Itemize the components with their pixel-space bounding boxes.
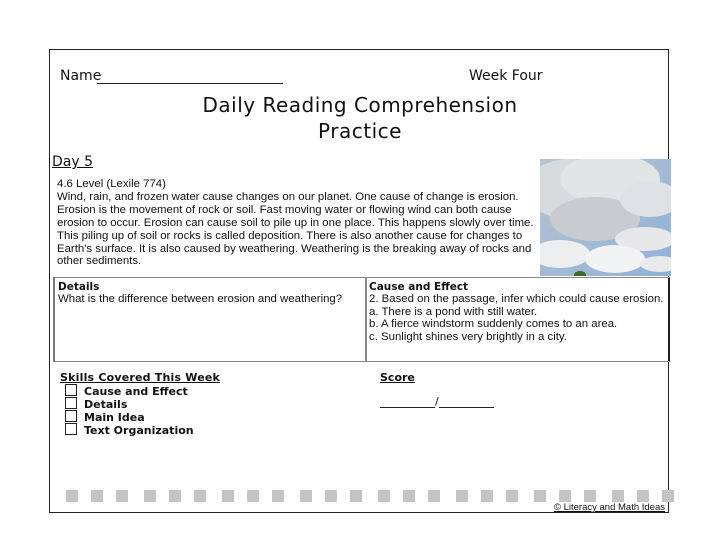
decorative-square: [300, 490, 312, 502]
decorative-square: [534, 490, 546, 502]
cause-effect-heading: Cause and Effect: [369, 281, 469, 293]
skill-label: Main Idea: [84, 411, 145, 424]
day-label: Day 5: [52, 154, 94, 170]
decorative-square: [456, 490, 468, 502]
answer-option-c[interactable]: c. Sunlight shines very brightly in a city.: [369, 330, 567, 343]
decorative-square: [378, 490, 390, 502]
name-label: Name: [60, 68, 102, 84]
decorative-square: [194, 490, 206, 502]
skill-item[interactable]: [65, 410, 145, 423]
decorative-square: [116, 490, 128, 502]
skill-item[interactable]: [65, 384, 188, 397]
score-title: Score: [380, 371, 415, 384]
skill-item[interactable]: [65, 397, 127, 410]
reading-passage: [57, 178, 539, 268]
score-separator: /: [435, 395, 439, 408]
questions-divider: [365, 278, 367, 361]
decorative-square: [584, 490, 596, 502]
decorative-square: [222, 490, 234, 502]
cause-effect-question-text: 2. Based on the passage, infer which could cause erosion.: [369, 293, 664, 305]
decorative-square: [612, 490, 624, 502]
answer-option-a[interactable]: a. There is a pond with still water.: [369, 305, 538, 318]
cloud-image-icon: [540, 159, 671, 276]
page-title: Daily Reading Comprehension: [202, 93, 518, 117]
checkbox[interactable]: [65, 384, 77, 396]
checkbox[interactable]: [65, 410, 77, 422]
decorative-square: [481, 490, 493, 502]
skill-item[interactable]: [65, 423, 194, 436]
cloudy-sky-photo: [540, 159, 671, 276]
page-subtitle: Practice: [318, 119, 402, 143]
decorative-square: [403, 490, 415, 502]
decorative-square: [428, 490, 440, 502]
details-question-text: What is the difference between erosion and weathering?: [58, 293, 343, 305]
passage-level: 4.6 Level (Lexile 774): [57, 178, 166, 190]
week-label: Week Four: [469, 68, 543, 84]
details-question: [58, 281, 358, 306]
decorative-square: [637, 490, 649, 502]
checkbox[interactable]: [65, 423, 77, 435]
score-total-blank[interactable]: [439, 397, 494, 408]
decorative-square: [272, 490, 284, 502]
decorative-square: [144, 490, 156, 502]
worksheet-page: [49, 49, 669, 513]
decorative-square: [559, 490, 571, 502]
decorative-square: [506, 490, 518, 502]
decorative-square: [66, 490, 78, 502]
passage-text: Wind, rain, and frozen water cause changes on our planet. One cause of change is erosion. Erosion is the movement of rock or soil. Fast moving water or flowing wind can both cause erosion to occur. Erosion can cause soil to pile up in one place. This happens slowly over time. This piling up of soil or rocks is called deposition. There is also another cause for changes to Earth's surface. It is also caused by weathering. Weathering is the breaking away of rocks and other sediments.: [57, 190, 534, 268]
score-earned-blank[interactable]: [380, 397, 435, 408]
score-field[interactable]: [380, 395, 494, 408]
cause-effect-question: [369, 281, 669, 343]
skill-label: Details: [84, 398, 128, 411]
decorative-square: [91, 490, 103, 502]
decorative-square: [325, 490, 337, 502]
skill-label: Cause and Effect: [84, 385, 188, 398]
skill-label: Text Organization: [84, 424, 194, 437]
decorative-square: [169, 490, 181, 502]
decorative-square: [247, 490, 259, 502]
details-heading: Details: [58, 281, 100, 293]
decorative-square: [350, 490, 362, 502]
decorative-square: [662, 490, 674, 502]
questions-box: [53, 277, 670, 362]
skills-title: Skills Covered This Week: [60, 371, 221, 384]
checkbox[interactable]: [65, 397, 77, 409]
name-field[interactable]: [97, 83, 283, 84]
copyright: © Literacy and Math Ideas: [553, 502, 665, 513]
answer-option-b[interactable]: b. A fierce windstorm suddenly comes to an area.: [369, 318, 618, 331]
